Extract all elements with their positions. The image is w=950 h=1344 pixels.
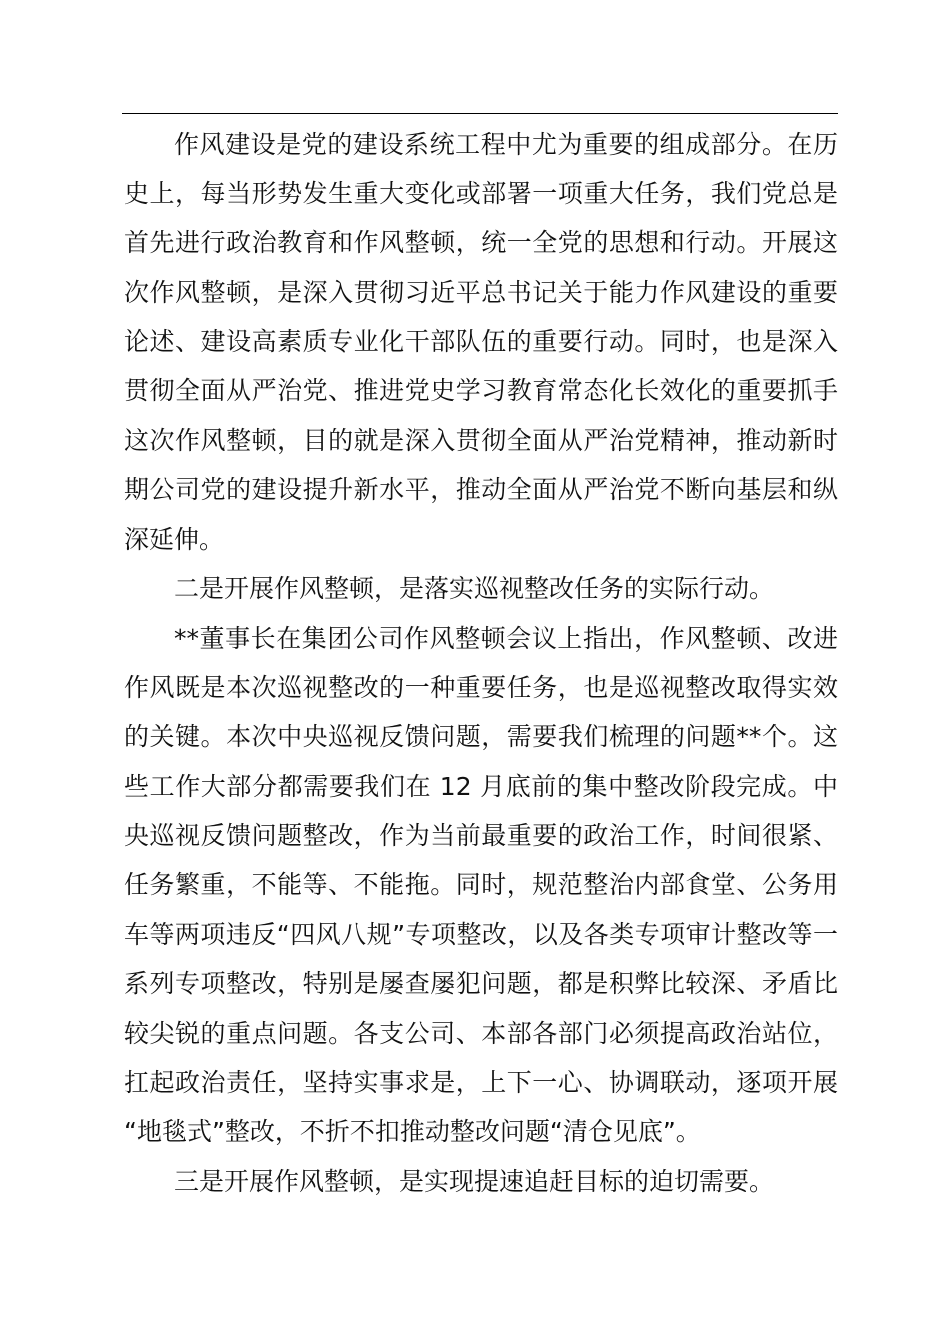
paragraph-1-line-4: 次作风整顿，是深入贯彻习近平总书记关于能力作风建设的重要	[124, 278, 838, 307]
paragraph-1-line-7: 这次作风整顿，目的就是深入贯彻全面从严治党精神，推动新时	[124, 426, 838, 455]
paragraph-1-line-1: 作风建设是党的建设系统工程中尤为重要的组成部分。在历	[174, 130, 838, 159]
paragraph-1-line-8: 期公司党的建设提升新水平，推动全面从严治党不断向基层和纵	[124, 475, 838, 504]
section-heading-3: 三是开展作风整顿，是实现提速追赶目标的迫切需要。	[174, 1167, 775, 1196]
paragraph-2-line-1: **董事长在集团公司作风整顿会议上指出，作风整顿、改进	[174, 624, 838, 653]
paragraph-2-line-3: 的关键。本次中央巡视反馈问题，需要我们梳理的问题**个。这	[124, 722, 838, 751]
paragraph-1-line-9: 深延伸。	[124, 525, 225, 554]
paragraph-1-line-3: 首先进行政治教育和作风整顿，统一全党的思想和行动。开展这	[124, 228, 838, 257]
paragraph-2-line-2: 作风既是本次巡视整改的一种重要任务，也是巡视整改取得实效	[124, 673, 838, 702]
section-heading-2: 二是开展作风整顿，是落实巡视整改任务的实际行动。	[174, 574, 775, 603]
paragraph-1-line-2: 史上，每当形势发生重大变化或部署一项重大任务，我们党总是	[124, 179, 838, 208]
paragraph-2-line-9: 较尖锐的重点问题。各支公司、本部各部门必须提高政治站位，	[124, 1019, 838, 1048]
paragraph-1-line-6: 贯彻全面从严治党、推进党史学习教育常态化长效化的重要抓手	[124, 376, 838, 405]
paragraph-2-line-6: 任务繁重，不能等、不能拖。同时，规范整治内部食堂、公务用	[124, 870, 838, 899]
paragraph-2-line-4: 些工作大部分都需要我们在 12 月底前的集中整改阶段完成。中	[124, 772, 838, 801]
paragraph-2-line-11: “地毯式”整改，不折不扣推动整改问题“清仓见底”。	[124, 1117, 701, 1146]
paragraph-2-line-5: 央巡视反馈问题整改，作为当前最重要的政治工作，时间很紧、	[124, 821, 838, 850]
paragraph-2-line-10: 扛起政治责任，坚持实事求是，上下一心、协调联动，逐项开展	[124, 1068, 838, 1097]
paragraph-1-line-5: 论述、建设高素质专业化干部队伍的重要行动。同时，也是深入	[124, 327, 838, 356]
header-rule	[122, 113, 838, 114]
paragraph-2-line-7: 车等两项违反“四风八规”专项整改，以及各类专项审计整改等一	[124, 920, 838, 949]
paragraph-2-line-8: 系列专项整改，特别是屡查屡犯问题，都是积弊比较深、矛盾比	[124, 969, 838, 998]
